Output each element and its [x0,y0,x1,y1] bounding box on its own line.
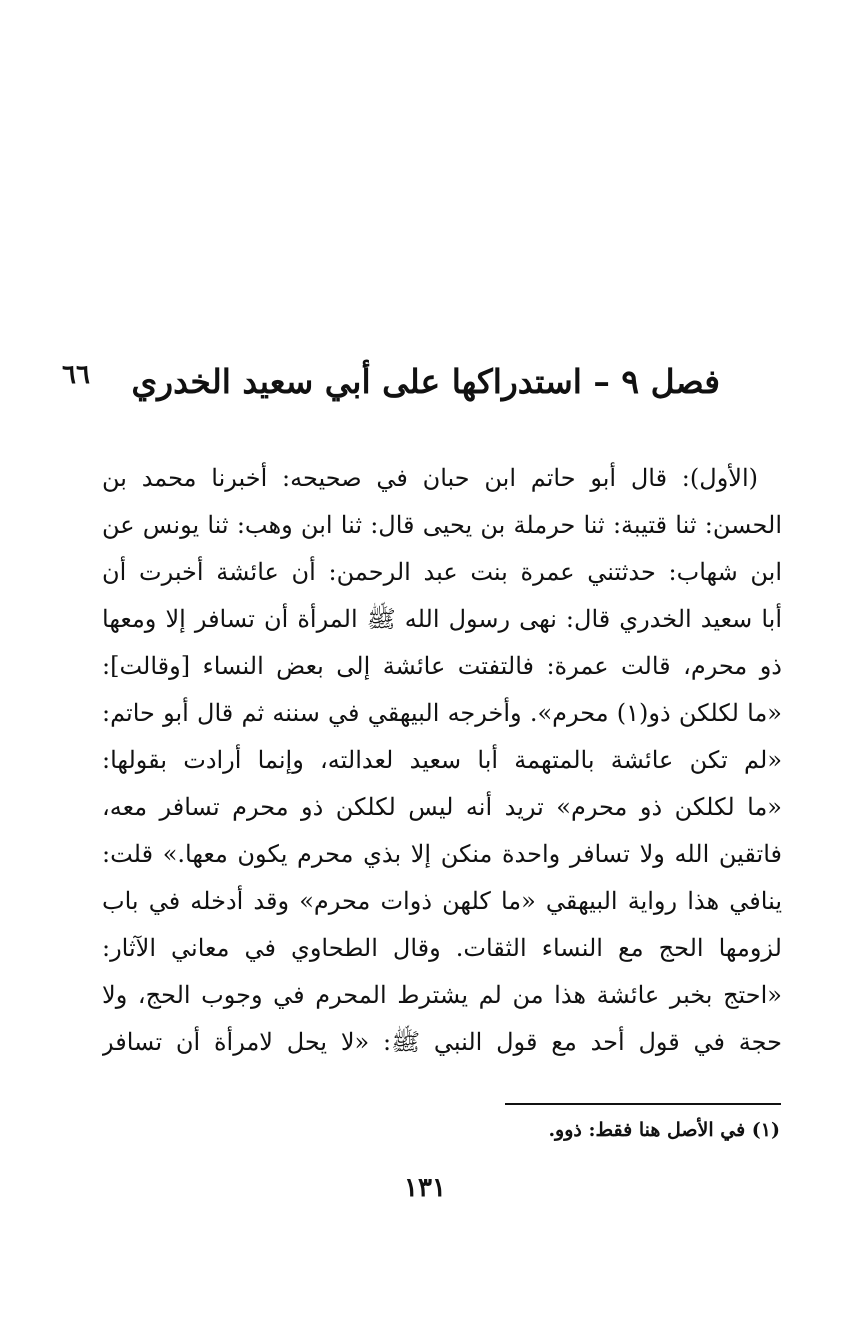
text-line: ابن شهاب: حدثتني عمرة بنت عبد الرحمن: أن عائشة أخبرت أن [102,558,782,586]
text-line: «احتج بخبر عائشة هذا من لم يشترط المحرم في وجوب الحج، ولا [102,981,782,1009]
text-line: ذو محرم، قالت عمرة: فالتفتت عائشة إلى بعض النساء [وقالت]: [102,652,782,680]
text-line: ينافي هذا رواية البيهقي «ما كلهن ذوات محرم» وقد أدخله في باب [102,887,782,915]
text-line: فاتقين الله ولا تسافر واحدة منكن إلا بذي محرم يكون معها.» قلت: [102,840,782,868]
text-line: حجة في قول أحد مع قول النبي ﷺ: «لا يحل لامرأة أن تسافر [102,1028,782,1056]
text-line: (الأول): قال أبو حاتم ابن حبان في صحيحه: أخبرنا محمد بن [102,464,758,492]
page-number: ١٣١ [404,1173,446,1203]
footnote: (١) في الأصل هنا فقط: ذوو. [548,1119,780,1141]
text-line: لزومها الحج مع النساء الثقات. وقال الطحاوي في معاني الآثار: [102,934,782,962]
text-line: أبا سعيد الخدري قال: نهى رسول الله ﷺ المرأة أن تسافر إلا ومعها [102,605,782,633]
text-line: «لم تكن عائشة بالمتهمة أبا سعيد لعدالته، وإنما أرادت بقولها: [102,746,782,774]
body-text [102,455,782,1066]
text-line: «ما لكلكن ذو(١) محرم». وأخرجه البيهقي في سننه ثم قال أبو حاتم: [102,699,782,727]
hadith-number: ٦٦ [62,360,90,390]
text-line: «ما لكلكن ذو محرم» تريد أنه ليس لكلكن ذو محرم تسافر معه، [102,793,782,821]
page-header [40,352,740,412]
footnote-divider [505,1103,781,1105]
chapter-title: فصل ٩ – استدراكها على أبي سعيد الخدري [131,362,720,401]
text-line: الحسن: ثنا قتيبة: ثنا حرملة بن يحيى قال: ثنا ابن وهب: ثنا يونس عن [102,511,782,539]
